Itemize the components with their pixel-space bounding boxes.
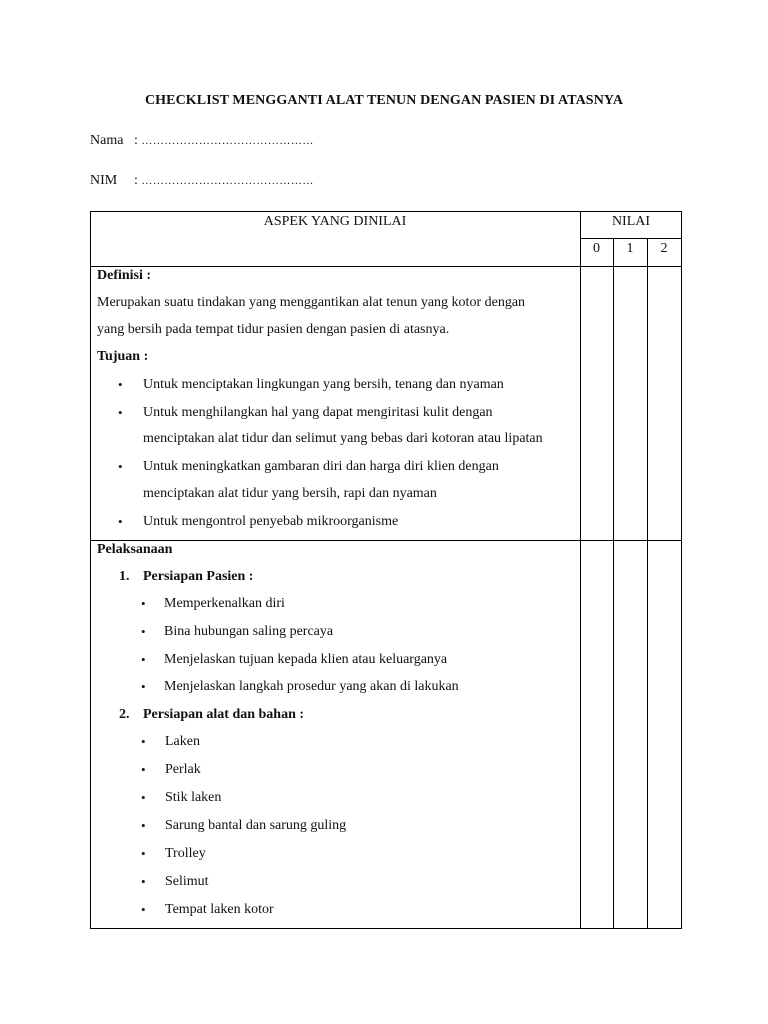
nilai-header-divider — [580, 238, 682, 239]
bullet-icon: • — [141, 624, 146, 639]
section-heading: Persiapan Pasien : — [143, 569, 254, 584]
bullet-icon: • — [141, 846, 146, 861]
pelaksanaan-heading: Pelaksanaan — [97, 542, 173, 557]
bullet-icon: • — [141, 790, 146, 805]
score-divider-1 — [613, 238, 614, 929]
bullet-icon: • — [118, 405, 123, 420]
table-right-border — [681, 211, 682, 929]
tujuan-item-continuation: menciptakan alat tidur dan selimut yang bebas dari kotoran atau lipatan — [143, 431, 543, 446]
list-item: Menjelaskan tujuan kepada klien atau keluarganya — [164, 652, 448, 667]
nama-dots: ……………………………………… — [141, 135, 314, 147]
nilai-column-divider — [580, 211, 581, 929]
definisi-line: Merupakan suatu tindakan yang menggantikan alat tenun yang kotor dengan — [97, 295, 526, 310]
score-divider-2 — [647, 238, 648, 929]
list-item: Sarung bantal dan sarung guling — [165, 818, 347, 833]
row-divider — [90, 540, 682, 541]
list-item: Stik laken — [165, 790, 222, 805]
list-item: Bina hubungan saling percaya — [164, 624, 334, 639]
section-number: 2. — [119, 707, 130, 722]
bullet-icon: • — [118, 377, 123, 392]
tujuan-item: Untuk menciptakan lingkungan yang bersih, tenang dan nyaman — [143, 377, 504, 392]
document-title: CHECKLIST MENGGANTI ALAT TENUN DENGAN PASIEN DI ATASNYA — [144, 93, 624, 108]
definisi-heading: Definisi : — [97, 268, 152, 283]
list-item: Selimut — [165, 874, 209, 889]
bullet-icon: • — [141, 762, 146, 777]
nim-dots: ……………………………………… — [141, 175, 314, 187]
bullet-icon: • — [118, 514, 123, 529]
list-item: Laken — [165, 734, 200, 749]
aspek-header: ASPEK YANG DINILAI — [263, 214, 407, 229]
nim-field — [90, 173, 314, 189]
nilai-header: NILAI — [611, 214, 651, 229]
nim-separator: : — [134, 173, 138, 188]
bullet-icon: • — [141, 652, 146, 667]
list-item: Menjelaskan langkah prosedur yang akan di lakukan — [164, 679, 459, 694]
definisi-line: yang bersih pada tempat tidur pasien dengan pasien di atasnya. — [97, 322, 450, 337]
tujuan-item: Untuk meningkatkan gambaran diri dan harga diri klien dengan — [143, 459, 499, 474]
score-2-header: 2 — [660, 241, 668, 256]
bullet-icon: • — [141, 596, 146, 611]
table-bottom-border — [90, 928, 682, 929]
list-item: Trolley — [165, 846, 206, 861]
bullet-icon: • — [118, 459, 123, 474]
tujuan-item: Untuk mengontrol penyebab mikroorganisme — [143, 514, 399, 529]
section-heading: Persiapan alat dan bahan : — [143, 707, 305, 722]
bullet-icon: • — [141, 734, 146, 749]
bullet-icon: • — [141, 818, 146, 833]
bullet-icon: • — [141, 874, 146, 889]
section-number: 1. — [119, 569, 130, 584]
nama-label: Nama — [90, 133, 124, 148]
bullet-icon: • — [141, 679, 146, 694]
table-left-border — [90, 211, 91, 929]
header-bottom-border — [90, 266, 682, 267]
score-0-header: 0 — [593, 241, 600, 256]
tujuan-item: Untuk menghilangkan hal yang dapat mengiritasi kulit dengan — [143, 405, 493, 420]
table-top-border — [90, 211, 682, 212]
list-item: Tempat laken kotor — [165, 902, 274, 917]
tujuan-item-continuation: menciptakan alat tidur yang bersih, rapi dan nyaman — [143, 486, 437, 501]
list-item: Perlak — [165, 762, 201, 777]
list-item: Memperkenalkan diri — [164, 596, 285, 611]
nama-field — [90, 133, 314, 149]
nama-separator: : — [134, 133, 138, 148]
tujuan-heading: Tujuan : — [97, 349, 149, 364]
bullet-icon: • — [141, 902, 146, 917]
score-1-header: 1 — [626, 241, 634, 256]
nim-label: NIM — [90, 173, 118, 188]
